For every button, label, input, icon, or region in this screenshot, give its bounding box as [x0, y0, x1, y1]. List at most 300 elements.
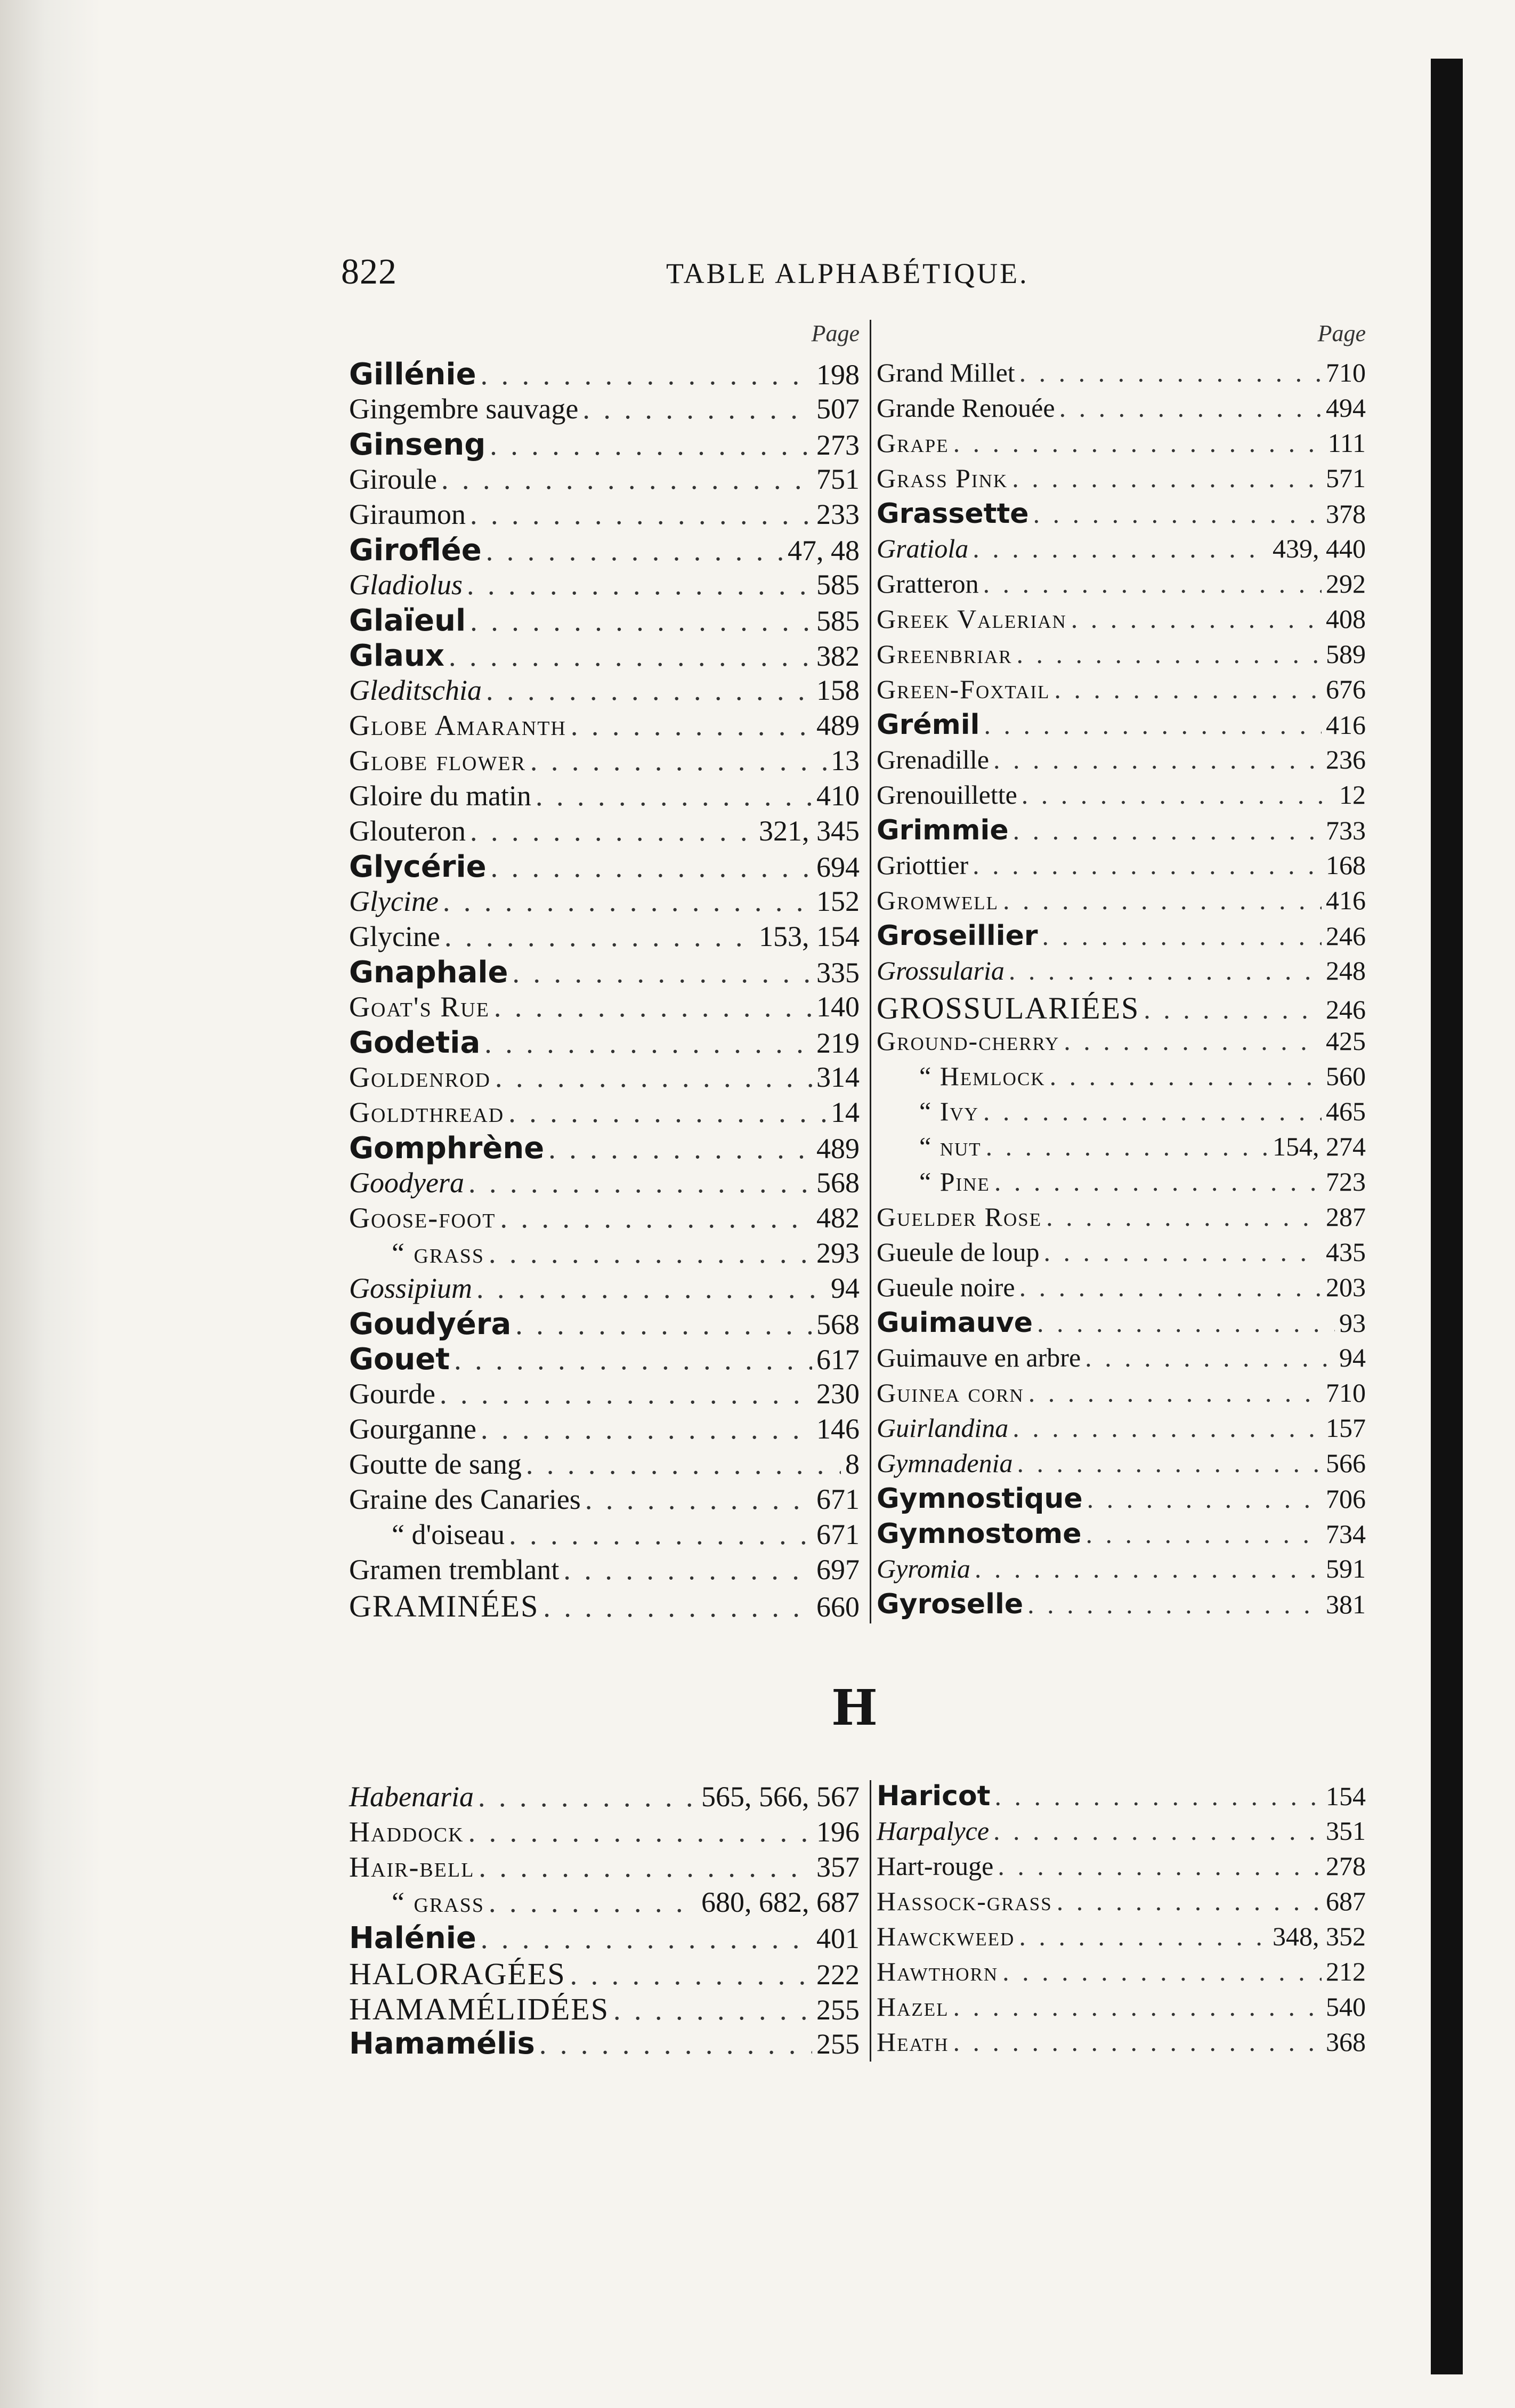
- index-entry: [871, 1412, 1372, 1448]
- dot-leader: [1059, 392, 1322, 423]
- entry-page-reference: 560: [1326, 1061, 1366, 1091]
- entry-term: Gingembre sauvage: [349, 393, 579, 425]
- index-entry: [871, 1201, 1372, 1237]
- index-entry: [871, 427, 1372, 463]
- dot-leader: [548, 1132, 812, 1165]
- entry-page-reference: 617: [816, 1344, 860, 1376]
- entry-page-reference: 585: [816, 569, 860, 601]
- entry-term: Guelder Rose: [877, 1202, 1042, 1232]
- entry-page-reference: 93: [1339, 1308, 1366, 1338]
- index-entry: [871, 568, 1372, 603]
- entry-page-reference: 157: [1326, 1413, 1366, 1443]
- index-entry: [871, 1096, 1372, 1131]
- entry-page-reference: 589: [1326, 639, 1366, 669]
- index-entry: [349, 1377, 866, 1412]
- entry-page-reference: 751: [816, 463, 860, 495]
- dot-leader: [478, 1780, 697, 1813]
- dot-leader: [993, 744, 1322, 775]
- entry-page-reference: 416: [1326, 885, 1366, 915]
- index-entry: [871, 1991, 1372, 2026]
- entry-term: Hassock-grass: [877, 1886, 1052, 1916]
- entry-term: Hair-bell: [349, 1851, 475, 1883]
- entry-term: Grenouillette: [877, 780, 1017, 810]
- dot-leader: [1057, 1886, 1322, 1917]
- entry-page-reference: 439, 440: [1273, 534, 1366, 563]
- entry-page-reference: 710: [1326, 358, 1366, 387]
- dot-leader: [468, 1166, 812, 1199]
- entry-term: “ nut: [919, 1132, 982, 1161]
- dot-leader: [983, 568, 1322, 599]
- dot-leader: [1037, 1307, 1335, 1338]
- index-entry: [871, 1342, 1372, 1377]
- entry-page-reference: 671: [816, 1483, 860, 1515]
- dot-leader: [1009, 955, 1322, 986]
- index-entry: [349, 1588, 866, 1623]
- entry-page-reference: 401: [816, 1922, 860, 1954]
- entry-page-reference: 219: [816, 1027, 860, 1059]
- index-entry: [349, 955, 866, 990]
- entry-page-reference: 694: [816, 851, 860, 883]
- dot-leader: [508, 1096, 827, 1129]
- index-entry: [871, 850, 1372, 885]
- index-entry: [349, 1061, 866, 1096]
- dot-leader: [526, 1448, 841, 1481]
- entry-page-reference: 507: [816, 393, 860, 425]
- entry-page-reference: 565, 566, 567: [701, 1781, 860, 1813]
- dot-leader: [1017, 1448, 1322, 1478]
- dot-leader: [1019, 1272, 1322, 1303]
- entry-page-reference: 236: [1326, 745, 1366, 774]
- entry-term: Hart-rouge: [877, 1851, 994, 1881]
- entry-term: Green-Foxtail: [877, 674, 1050, 704]
- index-entry: [871, 1886, 1372, 1921]
- index-entry: [349, 357, 866, 392]
- index-entry: [871, 1780, 1372, 1815]
- entry-page-reference: 416: [1326, 710, 1366, 740]
- entry-page-reference: 408: [1326, 604, 1366, 634]
- entry-term: Greek Valerian: [877, 604, 1067, 634]
- dot-leader: [585, 1483, 812, 1516]
- dot-leader: [467, 568, 812, 601]
- entry-term: HALORAGÉES: [349, 1957, 566, 1991]
- index-entry: [349, 1553, 866, 1588]
- dot-leader: [983, 1096, 1322, 1127]
- index-entry: [871, 779, 1372, 814]
- index-entry: [871, 603, 1372, 639]
- entry-page-reference: 13: [831, 745, 860, 777]
- dot-leader: [1016, 639, 1322, 669]
- index-entry: [871, 1166, 1372, 1201]
- index-entry: [871, 639, 1372, 674]
- entry-page-reference: 246: [1326, 921, 1366, 951]
- entry-page-reference: 671: [816, 1518, 860, 1550]
- entry-term: Gratiola: [877, 534, 969, 563]
- index-entry: [349, 1166, 866, 1201]
- entry-page-reference: 348, 352: [1273, 1921, 1366, 1951]
- column-page-label: Page: [1317, 320, 1366, 346]
- entry-term: Glycine: [349, 920, 440, 952]
- dot-leader: [441, 463, 812, 496]
- entry-page-reference: 410: [816, 780, 860, 812]
- index-entry: [871, 533, 1372, 568]
- dot-leader: [582, 392, 812, 425]
- dot-leader: [449, 640, 812, 673]
- index-entry: [349, 1272, 866, 1307]
- index-entry: [349, 392, 866, 427]
- entry-term: “ grass: [392, 1886, 484, 1918]
- entry-page-reference: 710: [1326, 1378, 1366, 1408]
- dot-leader: [468, 1815, 812, 1848]
- entry-term: Grenadille: [877, 745, 990, 774]
- entry-term: “ Ivy: [919, 1096, 979, 1126]
- index-entry: [871, 1483, 1372, 1518]
- index-entry: [349, 603, 866, 639]
- index-entry: [349, 744, 866, 779]
- index-entry: [871, 2026, 1372, 2062]
- dot-leader: [476, 1272, 827, 1305]
- page-binding-edge: [1431, 59, 1463, 2374]
- entry-term: Gourganne: [349, 1413, 476, 1445]
- dot-leader: [513, 956, 812, 989]
- index-entry: [349, 498, 866, 533]
- entry-page-reference: 425: [1326, 1026, 1366, 1056]
- dot-leader: [1043, 1237, 1322, 1267]
- entry-page-reference: 152: [816, 885, 860, 917]
- entry-page-reference: 382: [816, 640, 860, 672]
- index-entry: [349, 1307, 866, 1342]
- dot-leader: [1012, 1412, 1322, 1443]
- dot-leader: [1085, 1342, 1335, 1373]
- dot-leader: [1042, 920, 1322, 951]
- index-entry: [871, 1815, 1372, 1851]
- running-head: [341, 251, 1354, 298]
- entry-term: GROSSULARIÉES: [877, 991, 1140, 1025]
- dot-leader: [543, 1590, 812, 1623]
- entry-term: Grande Renouée: [877, 393, 1055, 423]
- entry-page-reference: 292: [1326, 569, 1366, 599]
- entry-page-reference: 278: [1326, 1851, 1366, 1881]
- entry-page-reference: 321, 345: [759, 815, 860, 847]
- dot-leader: [1046, 1201, 1322, 1232]
- dot-leader: [1013, 815, 1322, 846]
- entry-term: Hazel: [877, 1992, 949, 2022]
- dot-leader: [953, 1991, 1322, 2022]
- entry-page-reference: 198: [816, 359, 860, 391]
- entry-term: Goldenrod: [349, 1061, 491, 1093]
- entry-page-reference: 47, 48: [788, 535, 860, 567]
- entry-term: Gymnadenia: [877, 1448, 1013, 1478]
- dot-leader: [1002, 1956, 1322, 1987]
- index-entry: [871, 955, 1372, 990]
- entry-term: Guinea corn: [877, 1378, 1024, 1408]
- index-entry: [349, 463, 866, 498]
- entry-term: HAMAMÉLIDÉES: [349, 1992, 609, 2026]
- entry-page-reference: 378: [1326, 499, 1366, 529]
- index-entry: [349, 1096, 866, 1131]
- entry-term: Glouteron: [349, 815, 466, 847]
- entry-page-reference: 571: [1326, 463, 1366, 493]
- dot-leader: [973, 533, 1268, 564]
- entry-page-reference: 482: [816, 1202, 860, 1234]
- index-entry: [349, 1921, 866, 1956]
- dot-leader: [479, 1851, 812, 1884]
- entry-term: Gyromia: [877, 1554, 970, 1583]
- dot-leader: [1028, 1377, 1322, 1408]
- dot-leader: [490, 429, 812, 462]
- dot-leader: [530, 744, 827, 777]
- entry-page-reference: 8: [845, 1448, 860, 1480]
- entry-page-reference: 706: [1326, 1484, 1366, 1514]
- index-entry: [349, 674, 866, 709]
- entry-term: Goudyéra: [349, 1307, 512, 1342]
- entry-term: Globe Amaranth: [349, 709, 566, 741]
- entry-term: “ grass: [392, 1237, 484, 1269]
- index-column-right-h: [870, 1780, 1372, 2062]
- dot-leader: [613, 1993, 812, 2026]
- entry-term: Godetia: [349, 1025, 481, 1060]
- dot-leader: [495, 1061, 812, 1094]
- index-column-right: [870, 320, 1372, 1623]
- index-entry: [871, 1851, 1372, 1886]
- entry-term: GRAMINÉES: [349, 1589, 539, 1623]
- index-entry: [349, 850, 866, 885]
- entry-page-reference: 212: [1326, 1957, 1366, 1986]
- entry-term: Harpalyce: [877, 1816, 990, 1846]
- entry-page-reference: 568: [816, 1167, 860, 1199]
- index-entry: [349, 1025, 866, 1061]
- index-entry: [349, 1851, 866, 1886]
- entry-term: “ Hemlock: [919, 1061, 1046, 1091]
- index-entry: [349, 1518, 866, 1553]
- entry-page-reference: 733: [1326, 815, 1366, 845]
- entry-page-reference: 687: [1326, 1886, 1366, 1916]
- entry-term: Heath: [877, 2027, 949, 2057]
- index-entry: [349, 779, 866, 814]
- entry-term: Grand Millet: [877, 358, 1015, 387]
- entry-term: Ginseng: [349, 427, 486, 462]
- dot-leader: [1019, 357, 1322, 388]
- entry-term: Goldthread: [349, 1096, 505, 1128]
- dot-leader: [570, 1958, 812, 1991]
- entry-page-reference: 489: [816, 709, 860, 741]
- entry-page-reference: 255: [816, 2028, 860, 2060]
- entry-term: Glaïeul: [349, 603, 466, 638]
- entry-term: Glycine: [349, 885, 439, 917]
- index-entry: [871, 1061, 1372, 1096]
- index-entry: [871, 920, 1372, 955]
- entry-page-reference: 140: [816, 991, 860, 1023]
- dot-leader: [509, 1518, 812, 1551]
- index-entry: [871, 357, 1372, 392]
- dot-leader: [994, 1781, 1322, 1812]
- dot-leader: [953, 2026, 1322, 2057]
- entry-term: Haricot: [877, 1780, 991, 1812]
- index-entry: [871, 1237, 1372, 1272]
- column-page-label: Page: [811, 320, 860, 346]
- dot-leader: [994, 1166, 1322, 1197]
- entry-term: Glaux: [349, 639, 444, 673]
- index-entry: [871, 463, 1372, 498]
- entry-page-reference: 676: [1326, 674, 1366, 704]
- entry-page-reference: 222: [816, 1959, 860, 1991]
- section-letter-heading: H: [831, 1679, 878, 1736]
- entry-page-reference: 351: [1326, 1816, 1366, 1846]
- entry-term: Gueule noire: [877, 1272, 1015, 1302]
- entry-page-reference: 255: [816, 1994, 860, 2026]
- entry-page-reference: 591: [1326, 1554, 1366, 1583]
- index-entry: [871, 1272, 1372, 1307]
- index-entry: [349, 1448, 866, 1483]
- dot-leader: [481, 358, 812, 391]
- index-entry: [871, 1377, 1372, 1412]
- entry-term: Groseillier: [877, 920, 1038, 952]
- entry-term: Giroule: [349, 463, 437, 495]
- entry-term: Gymnostique: [877, 1483, 1083, 1515]
- entry-term: Guimauve: [877, 1307, 1033, 1339]
- index-entry: [871, 1025, 1372, 1061]
- entry-page-reference: 680, 682, 687: [701, 1886, 860, 1918]
- dot-leader: [484, 1027, 812, 1060]
- entry-page-reference: 314: [816, 1061, 860, 1093]
- entry-page-reference: 248: [1326, 956, 1366, 985]
- index-column-left: [349, 320, 866, 1623]
- entry-page-reference: 368: [1326, 2027, 1366, 2057]
- entry-page-reference: 158: [816, 674, 860, 706]
- entry-term: Gouet: [349, 1342, 450, 1377]
- index-entry: [349, 814, 866, 850]
- entry-page-reference: 465: [1326, 1096, 1366, 1126]
- entry-term: Grass Pink: [877, 463, 1008, 493]
- entry-page-reference: 566: [1326, 1448, 1366, 1478]
- dot-leader: [563, 1553, 812, 1586]
- entry-page-reference: 168: [1326, 850, 1366, 880]
- entry-term: Gratteron: [877, 569, 979, 599]
- dot-leader: [470, 498, 812, 531]
- entry-term: Glycérie: [349, 850, 487, 884]
- entry-term: Gymnostome: [877, 1518, 1082, 1550]
- index-entry: [349, 1342, 866, 1377]
- index-entry: [871, 498, 1372, 533]
- entry-page-reference: 154: [1326, 1781, 1366, 1811]
- dot-leader: [481, 1412, 812, 1445]
- entry-term: Gladiolus: [349, 569, 463, 601]
- entry-term: Gomphrène: [349, 1131, 545, 1166]
- index-entry: [349, 920, 866, 955]
- dot-leader: [470, 814, 755, 847]
- dot-leader: [494, 990, 812, 1023]
- entry-page-reference: 335: [816, 957, 860, 989]
- entry-page-reference: 293: [816, 1237, 860, 1269]
- entry-term: Goose-foot: [349, 1202, 496, 1234]
- entry-page-reference: 723: [1326, 1167, 1366, 1197]
- index-entry: [349, 709, 866, 744]
- entry-page-reference: 489: [816, 1133, 860, 1165]
- index-entry: [349, 639, 866, 674]
- index-entry: [349, 1237, 866, 1272]
- dot-leader: [1027, 1589, 1322, 1620]
- dot-leader: [973, 850, 1322, 880]
- entry-page-reference: 357: [816, 1851, 860, 1883]
- entry-page-reference: 734: [1326, 1519, 1366, 1549]
- entry-page-reference: 697: [816, 1554, 860, 1586]
- entry-term: Gromwell: [877, 885, 999, 915]
- entry-term: “ d'oiseau: [392, 1518, 505, 1550]
- entry-term: Gossipium: [349, 1272, 473, 1304]
- index-entry: [871, 885, 1372, 920]
- entry-term: Habenaria: [349, 1781, 474, 1813]
- entry-term: Haddock: [349, 1816, 464, 1848]
- entry-page-reference: 111: [1327, 428, 1366, 458]
- index-entry: [871, 1956, 1372, 1991]
- entry-page-reference: 14: [831, 1096, 860, 1128]
- entry-page-reference: 154, 274: [1273, 1132, 1366, 1161]
- dot-leader: [491, 851, 812, 884]
- index-entry: [871, 392, 1372, 427]
- index-entry: [871, 1921, 1372, 1956]
- entry-term: Gramen tremblant: [349, 1554, 560, 1586]
- index-entry: [871, 814, 1372, 850]
- entry-page-reference: 153, 154: [759, 920, 860, 952]
- entry-term: Halénie: [349, 1921, 476, 1956]
- entry-page-reference: 230: [816, 1378, 860, 1410]
- entry-term: Gyroselle: [877, 1588, 1024, 1620]
- dot-leader: [500, 1201, 812, 1234]
- index-entry: [871, 1553, 1372, 1588]
- dot-leader: [1071, 603, 1322, 634]
- entry-term: Giraumon: [349, 498, 466, 530]
- entry-term: Goodyera: [349, 1167, 464, 1199]
- entry-term: Hawthorn: [877, 1957, 999, 1986]
- dot-leader: [975, 1553, 1322, 1584]
- dot-leader: [998, 1851, 1322, 1881]
- index-entry: [349, 533, 866, 568]
- page-edge-shadow: [0, 0, 101, 2408]
- entry-page-reference: 94: [1339, 1343, 1366, 1372]
- entry-term: Grape: [877, 428, 949, 458]
- entry-term: Giroflée: [349, 533, 482, 568]
- entry-page-reference: 381: [1326, 1589, 1366, 1619]
- entry-term: Hamamélis: [349, 2026, 535, 2061]
- dot-leader: [1050, 1061, 1322, 1092]
- entry-page-reference: 203: [1326, 1272, 1366, 1302]
- index-entry: [349, 990, 866, 1025]
- dot-leader: [993, 1815, 1322, 1846]
- index-entry: [349, 1201, 866, 1237]
- dot-leader: [1054, 674, 1322, 705]
- index-entry: [871, 1518, 1372, 1553]
- entry-term: “ Pine: [919, 1167, 990, 1197]
- entry-term: Gleditschia: [349, 674, 482, 706]
- dot-leader: [1086, 1518, 1322, 1549]
- dot-leader: [539, 2027, 812, 2060]
- index-entry: [349, 1483, 866, 1518]
- entry-term: Gourde: [349, 1378, 435, 1410]
- entry-page-reference: 287: [1326, 1202, 1366, 1232]
- index-entry: [349, 1991, 866, 2026]
- dot-leader: [470, 604, 812, 637]
- dot-leader: [486, 674, 812, 707]
- entry-term: Gnaphale: [349, 955, 508, 990]
- page-number: 822: [341, 251, 397, 292]
- index-entry: [349, 1815, 866, 1851]
- dot-leader: [481, 1922, 812, 1955]
- dot-leader: [953, 427, 1324, 458]
- entry-term: Griottier: [877, 850, 969, 880]
- entry-page-reference: 196: [816, 1816, 860, 1848]
- dot-leader: [1144, 994, 1322, 1025]
- index-entry: [871, 1448, 1372, 1483]
- entry-term: Guimauve en arbre: [877, 1343, 1081, 1372]
